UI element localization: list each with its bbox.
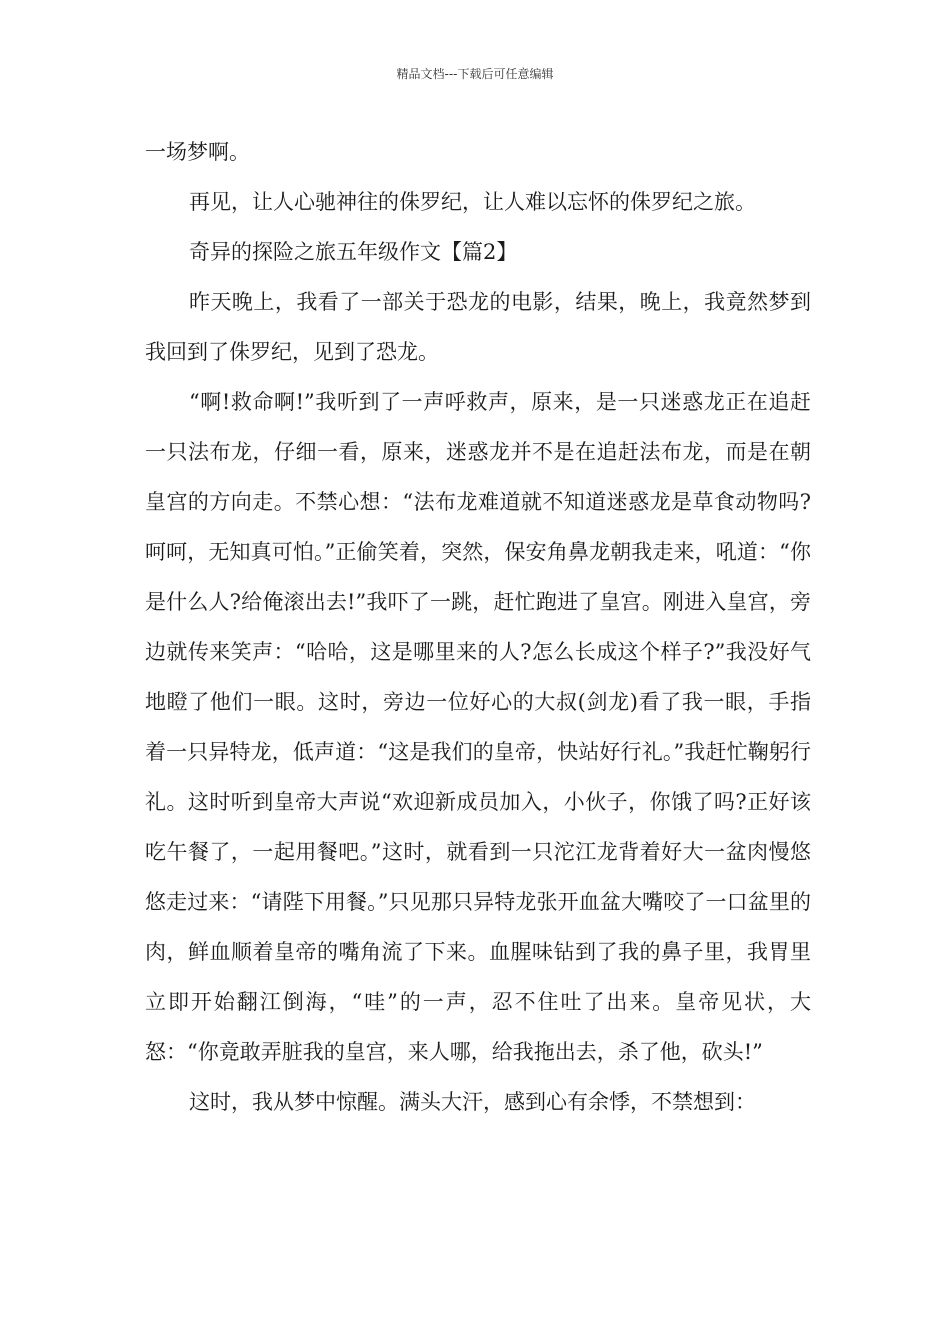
section-heading: 奇异的探险之旅五年级作文【篇2】	[189, 240, 518, 264]
paragraph-5: 这时，我从梦中惊醒。满头大汗，感到心有余悸，不禁想到：	[189, 1090, 756, 1114]
page-header: 精品文档---下载后可任意编辑	[396, 67, 554, 81]
body-text	[145, 127, 811, 1127]
paragraph-1: 一场梦啊。	[145, 140, 250, 164]
paragraph-4: “啊!救命啊!”我听到了一声呼救声，原来，是一只迷惑龙正在追赶一只法布龙，仔细一看，原来，迷惑龙并不是在追赶法布龙，而是在朝皇宫的方向走。不禁心想：“法布龙难道就不知道迷惑龙是草食动物吗?呵呵，无知真可怕。”正偷笑着，突然，保安角鼻龙朝我走来，吼道：“你是什么人?给俺滚出去!”我吓了一跳，赶忙跑进了皇宫。刚进入皇宫，旁边就传来笑声：“哈哈，这是哪里来的人?怎么长成这个样子?”我没好气地瞪了他们一眼。这时，旁边一位好心的大叔(剑龙)看了我一眼，手指着一只异特龙，低声道：“这是我们的皇帝，快站好行礼。”我赶忙鞠躬行礼。这时听到皇帝大声说“欢迎新成员加入，小伙子，你饿了吗?正好该吃午餐了，一起用餐吧。”这时，就看到一只沱江龙背着好大一盆肉慢悠悠走过来：“请陛下用餐。”只见那只异特龙张开血盆大嘴咬了一口盆里的肉，鲜血顺着皇帝的嘴角流了下来。血腥味钻到了我的鼻子里，我胃里立即开始翻江倒海，“哇”的一声，忍不住吐了出来。皇帝见状，大怒：“你竟敢弄脏我的皇宫，来人哪，给我拖出去，杀了他，砍头!”	[145, 390, 811, 1064]
paragraph-2: 再见，让人心驰神往的侏罗纪，让人难以忘怀的侏罗纪之旅。	[189, 190, 756, 214]
paragraph-3: 昨天晚上，我看了一部关于恐龙的电影，结果，晚上，我竟然梦到我回到了侏罗纪，见到了恐龙。	[145, 290, 811, 364]
